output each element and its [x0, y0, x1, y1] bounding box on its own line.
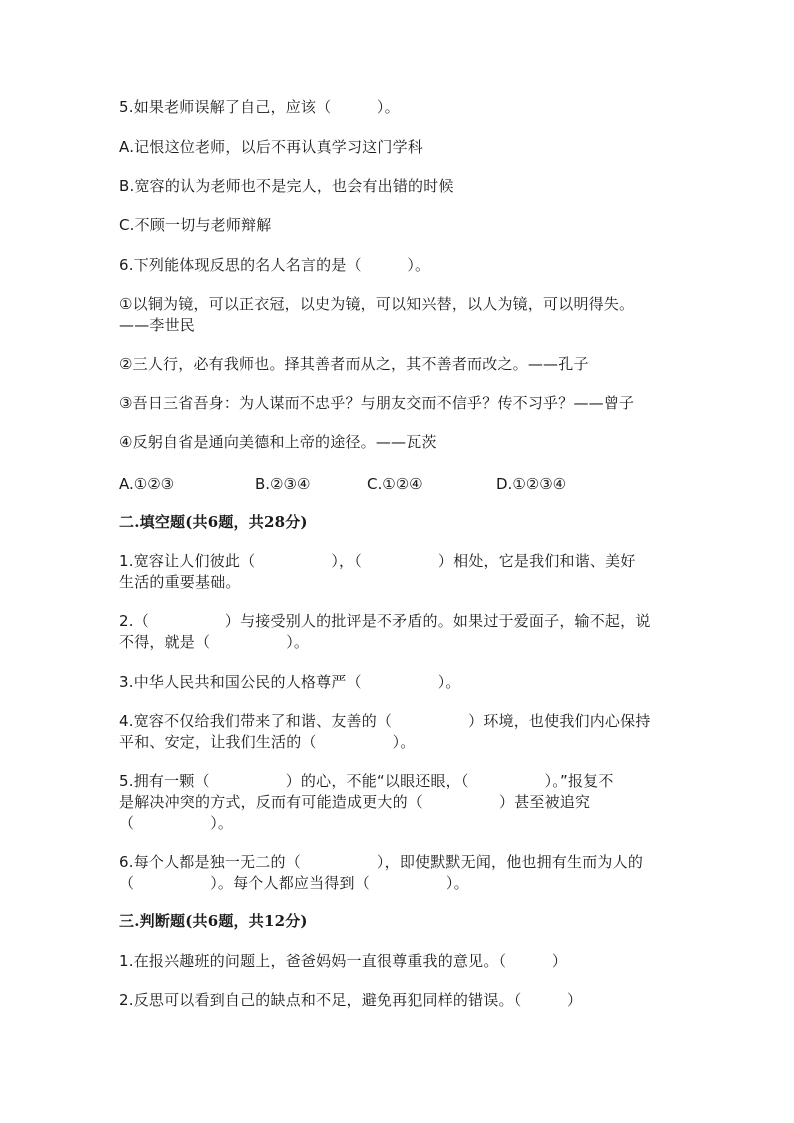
fill-question-1-line-2: 生活的重要基础。 [119, 573, 241, 591]
fill-question-2-line-2: 不得，就是（ ）。 [119, 633, 310, 651]
fill-question-5-line-1: 5.拥有一颗（ ）的心，不能“以眼还眼，（ ）。”报复不 [119, 772, 614, 790]
question-6-item-3: ③吾日三省吾身：为人谋而不忠乎？与朋友交而不信乎？传不习乎？——曾子 [119, 394, 635, 412]
fill-question-5-line-3: （ ）。 [119, 814, 234, 832]
question-5-option-b: B.宽容的认为老师也不是完人，也会有出错的时候 [119, 177, 454, 195]
question-6-option-d: D.①②③④ [496, 475, 567, 493]
question-6-option-c: C.①②④ [367, 475, 423, 493]
fill-question-3: 3.中华人民共和国公民的人格尊严（ ）。 [119, 673, 461, 691]
fill-question-6-line-1: 6.每个人都是独一无二的（ ），即使默默无闻，他也拥有生而为人的 [119, 853, 644, 871]
question-6-option-a: A.①②③ [119, 475, 175, 493]
question-6-item-1: ①以铜为镜，可以正衣冠，以史为镜，可以知兴替，以人为镜，可以明得失。 [119, 295, 635, 313]
question-6-stem: 6.下列能体现反思的名人名言的是（ ）。 [119, 256, 431, 274]
question-5-option-c: C.不顾一切与老师辩解 [119, 216, 272, 234]
question-6-option-b: B.②③④ [255, 475, 311, 493]
judge-question-1: 1.在报兴趣班的问题上，爸爸妈妈一直很尊重我的意见。（ ） [119, 952, 568, 970]
fill-question-6-line-2: （ ）。每个人都应当得到（ ）。 [119, 874, 469, 892]
question-6-item-2: ②三人行，必有我师也。择其善者而从之，其不善者而改之。——孔子 [119, 355, 589, 373]
judge-question-2: 2.反思可以看到自己的缺点和不足，避免再犯同样的错误。（ ） [119, 991, 583, 1009]
fill-question-4-line-1: 4.宽容不仅给我们带来了和谐、友善的（ ）环境，也使我们内心保持 [119, 712, 651, 730]
question-6-item-1-author: ——李世民 [119, 316, 196, 334]
fill-question-2-line-1: 2.（ ）与接受别人的批评是不矛盾的。如果过于爱面子，输不起，说 [119, 612, 651, 630]
section-3-title: 三.判断题(共6题，共12分) [119, 912, 308, 930]
fill-question-5-line-2: 是解决冲突的方式，反而有可能造成更大的（ ）甚至被追究 [119, 793, 591, 811]
section-2-title: 二.填空题(共6题，共28分) [119, 513, 308, 531]
question-5-stem: 5.如果老师误解了自己，应该（ ）。 [119, 98, 400, 116]
fill-question-1-line-1: 1.宽容让人们彼此（ ），（ ）相处，它是我们和谐、美好 [119, 552, 636, 570]
question-6-item-4: ④反躬自省是通向美德和上帝的途径。——瓦茨 [119, 433, 437, 451]
fill-question-4-line-2: 平和、安定，让我们生活的（ ）。 [119, 733, 416, 751]
question-5-option-a: A.记恨这位老师，以后不再认真学习这门学科 [119, 138, 423, 156]
